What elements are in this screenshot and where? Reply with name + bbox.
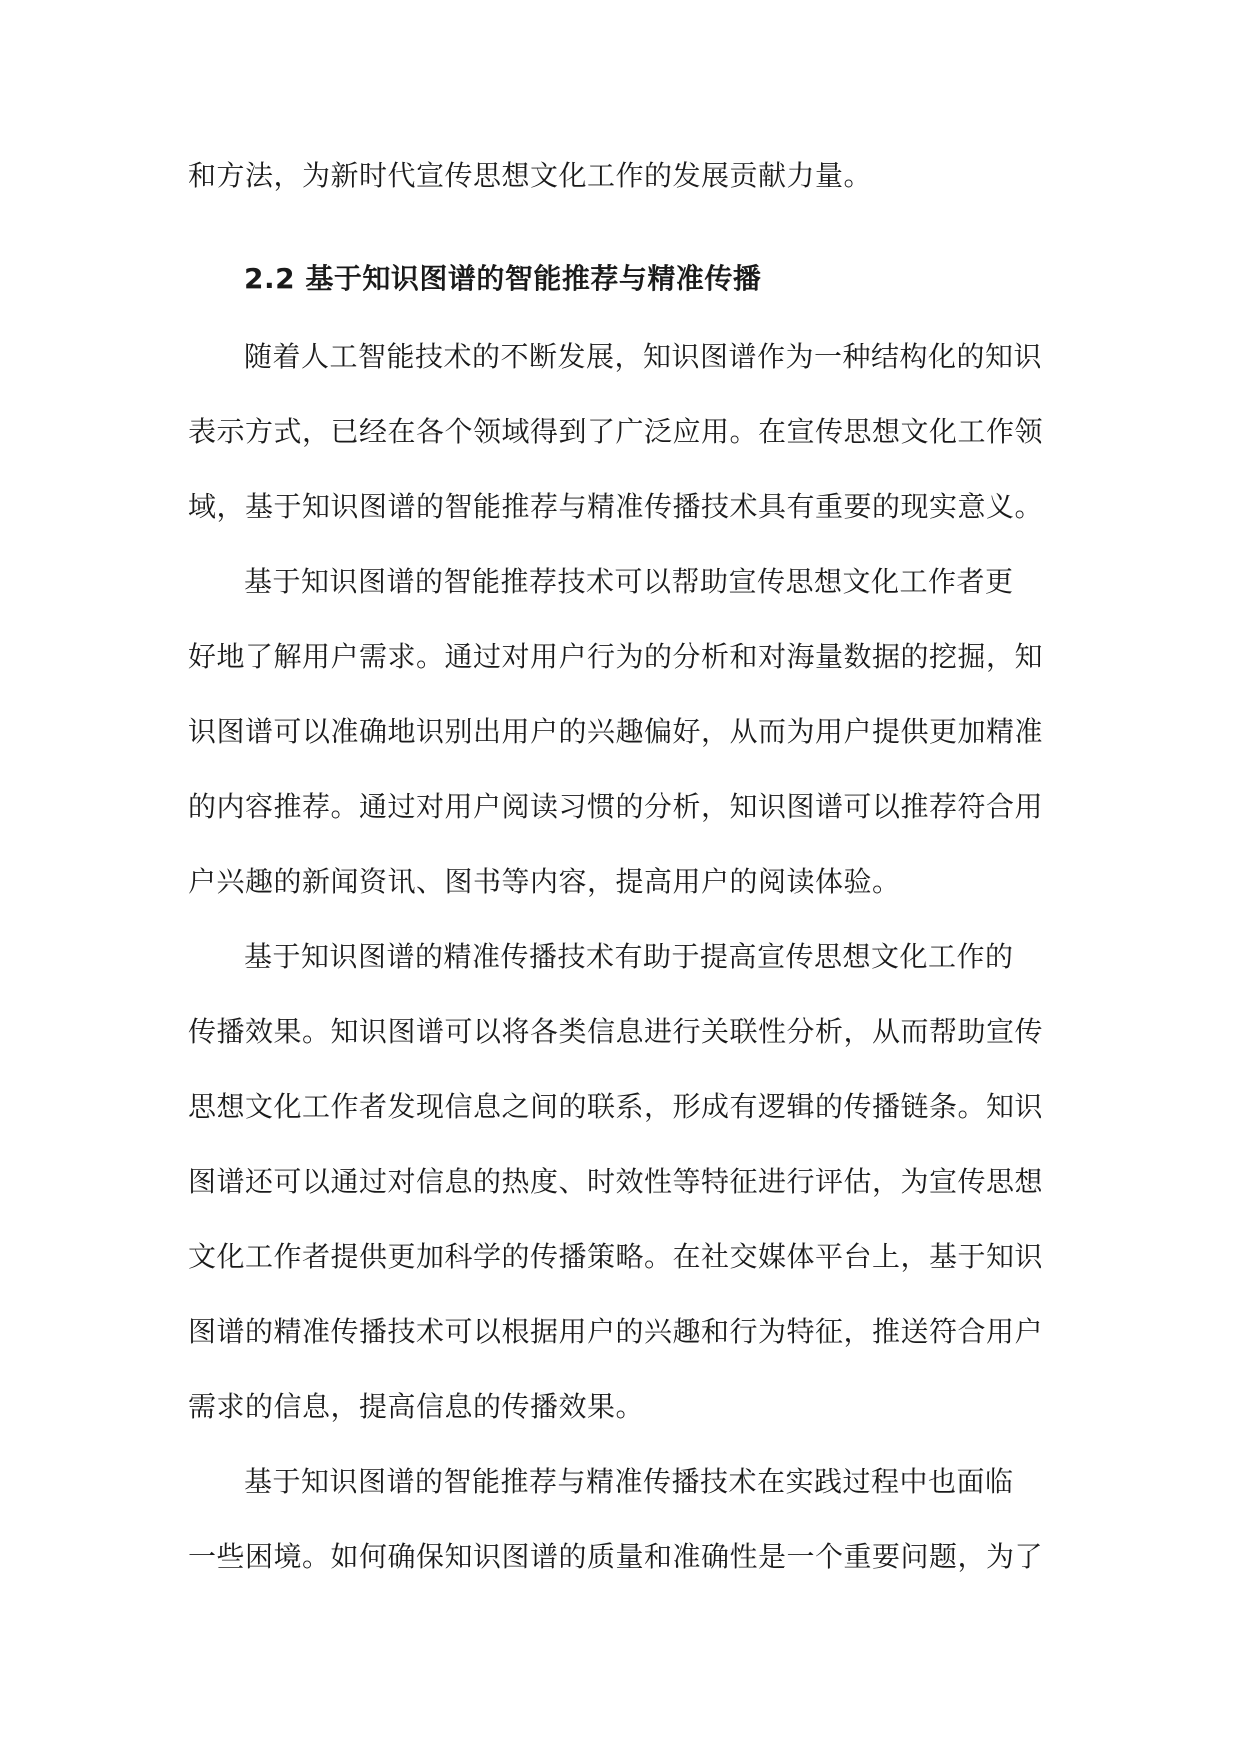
paragraph-line: 好地了解用户需求。通过对用户行为的分析和对海量数据的挖掘，知 [188,640,1044,673]
paragraph-line: 基于知识图谱的智能推荐与精准传播技术在实践过程中也面临 [244,1465,1014,1498]
paragraph-line: 识图谱可以准确地识别出用户的兴趣偏好，从而为用户提供更加精准 [188,715,1044,748]
paragraph-line: 随着人工智能技术的不断发展，知识图谱作为一种结构化的知识 [244,340,1043,373]
paragraph-2 [188,544,1058,919]
paragraph-line: 基于知识图谱的精准传播技术有助于提高宣传思想文化工作的 [244,940,1014,973]
paragraph-3 [188,919,1058,1444]
paragraph-line: 文化工作者提供更加科学的传播策略。在社交媒体平台上，基于知识 [188,1240,1044,1273]
paragraph-line: 户兴趣的新闻资讯、图书等内容，提高用户的阅读体验。 [188,865,901,898]
paragraph-line: 的内容推荐。通过对用户阅读习惯的分析，知识图谱可以推荐符合用 [188,790,1044,823]
section-heading: 2.2 基于知识图谱的智能推荐与精准传播 [244,262,762,295]
paragraph-1 [188,319,1058,544]
paragraph-line: 需求的信息，提高信息的传播效果。 [188,1390,645,1423]
paragraph-line: 图谱的精准传播技术可以根据用户的兴趣和行为特征，推送符合用户 [188,1315,1044,1348]
paragraph-line: 图谱还可以通过对信息的热度、时效性等特征进行评估，为宣传思想 [188,1165,1044,1198]
paragraph-line: 传播效果。知识图谱可以将各类信息进行关联性分析，从而帮助宣传 [188,1015,1044,1048]
paragraph-line: 域，基于知识图谱的智能推荐与精准传播技术具有重要的现实意义。 [188,490,1044,523]
continuation-line: 和方法，为新时代宣传思想文化工作的发展贡献力量。 [188,159,873,192]
paragraph-4 [188,1444,1058,1594]
paragraph-line: 一些困境。如何确保知识图谱的质量和准确性是一个重要问题，为了 [188,1540,1044,1573]
paragraph-line: 基于知识图谱的智能推荐技术可以帮助宣传思想文化工作者更 [244,565,1014,598]
paragraph-line: 表示方式，已经在各个领域得到了广泛应用。在宣传思想文化工作领 [188,415,1044,448]
document-body [188,138,1058,1594]
paragraph-line: 思想文化工作者发现信息之间的联系，形成有逻辑的传播链条。知识 [188,1090,1044,1123]
